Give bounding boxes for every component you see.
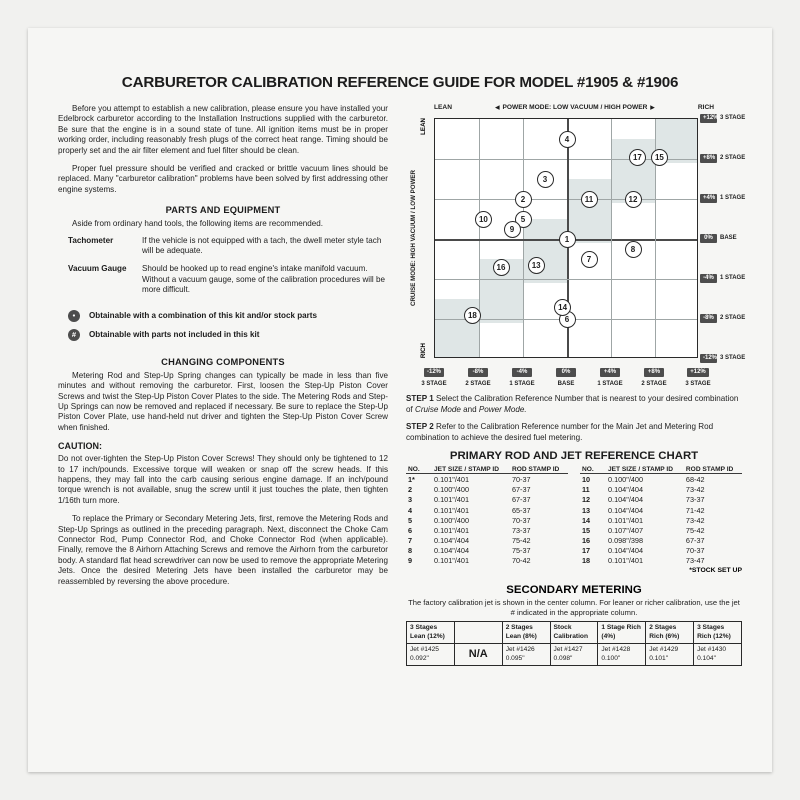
cell-no: 10 — [581, 474, 591, 484]
secondary-jet-number: Jet #1427 — [553, 646, 583, 654]
intro-paragraph-1: Before you attempt to establish a new calibration, please ensure you have installed your Edelbrock carburetor according to the Installation Instructions supplied with the carburetor. Be sure that the engine is in a sound state of tune. All ignition items must be in proper working order, including reasonably fresh plugs of the correct heat range. Timing should be properly set and the air filter element and fuel filter should be clean. — [58, 104, 388, 155]
chart-power-mode-label — [495, 104, 654, 111]
cell-no: 12 — [581, 495, 591, 505]
chart-x-tick-value: -8% — [468, 368, 488, 377]
cell-value: 68-42 — [685, 474, 705, 484]
bullet-badge-icon: • — [68, 310, 80, 322]
cell-value: 0.104"/404 — [607, 546, 644, 556]
cell-value: 0.100"/400 — [607, 474, 644, 484]
cell-no: 4 — [408, 505, 413, 515]
chart-point-7: 7 — [581, 251, 598, 268]
chart-point-17: 17 — [629, 149, 646, 166]
chart-x-tick-value: 0% — [556, 368, 576, 377]
chart-y-tick-value: -8% — [700, 314, 717, 323]
chart-x-tick-stage: 2 STAGE — [641, 381, 667, 387]
cell-no: 8 — [408, 546, 413, 556]
chart-cruise-mode-label: CRUISE MODE: HIGH VACUUM / LOW POWER — [410, 170, 417, 307]
cell-no: 2 — [408, 485, 413, 495]
cell-value: 73-37 — [511, 525, 531, 535]
document-sheet — [28, 28, 772, 772]
secondary-jet-number: Jet #1428 — [601, 646, 631, 654]
chart-y-tick — [700, 233, 744, 244]
step-2-text: Refer to the Calibration Reference number for the Main Jet and Metering Rod combination to achieve the desired fuel metering. — [406, 422, 714, 442]
table-row — [406, 546, 742, 556]
chart-point-9: 9 — [504, 221, 521, 238]
cell-value: 0.101"/401 — [434, 474, 470, 484]
cell-value: 0.101"/401 — [434, 505, 470, 515]
equipment-name: Tachometer — [68, 235, 114, 245]
cell-spacer — [568, 495, 580, 505]
table-row — [406, 474, 742, 485]
cell-no: 5 — [408, 515, 413, 525]
table-row — [406, 515, 742, 525]
col-rod: ROD STAMP ID — [510, 465, 568, 474]
secondary-jet-number: Jet #1425 — [410, 646, 439, 654]
secondary-header-cell: 3 Stages Lean (12%) — [407, 622, 455, 644]
cell-no: 1* — [408, 474, 415, 484]
changing-heading: CHANGING COMPONENTS — [161, 356, 285, 367]
secondary-cell — [407, 644, 455, 666]
document-inner — [58, 58, 746, 742]
equipment-name: Vacuum Gauge — [68, 264, 127, 274]
chart-power-mode-text: POWER MODE: LOW VACUUM / HIGH POWER — [502, 104, 648, 111]
chart-y-tick-stage: 3 STAGE — [720, 115, 746, 121]
chart-y-tick-value: -4% — [700, 274, 717, 283]
legend-label: Obtainable with parts not included in this kit — [89, 330, 260, 340]
step-1-and: and — [460, 404, 479, 414]
equipment-desc: If the vehicle is not equipped with a tach, the dwell meter style tach will be adequate. — [142, 235, 382, 256]
secondary-header-cell: 3 Stages Rich (12%) — [694, 622, 742, 644]
left-column — [58, 104, 388, 595]
secondary-jet-size: 0.092" — [410, 654, 429, 662]
cell-value: 67-37 — [511, 495, 531, 505]
chart-y-tick-value: +8% — [700, 154, 717, 163]
col-jet-2: JET SIZE / STAMP ID — [606, 465, 684, 474]
stock-setup-footnote: *STOCK SET UP — [689, 567, 742, 575]
chart-y-tick-value: 0% — [700, 234, 717, 243]
cell-spacer — [568, 546, 580, 556]
chart-x-tick — [680, 360, 716, 387]
chart-y-tick-stage: 1 STAGE — [720, 275, 746, 281]
chart-plot-area — [434, 118, 698, 358]
secondary-header-cell: 2 Stages Rich (6%) — [646, 622, 694, 644]
table-row — [406, 505, 742, 515]
chart-point-13: 13 — [528, 257, 545, 274]
chart-point-15: 15 — [651, 149, 668, 166]
secondary-metering-table — [406, 621, 742, 666]
cell-value: 70-37 — [685, 546, 705, 556]
cell-no: 11 — [581, 485, 590, 495]
chart-point-18: 18 — [464, 307, 481, 324]
chart-point-5: 5 — [515, 211, 532, 228]
hash-badge-icon: # — [68, 329, 80, 341]
secondary-header-cell: Stock Calibration — [550, 622, 598, 644]
primary-rod-jet-table — [406, 465, 742, 566]
secondary-cell — [550, 644, 598, 666]
cell-value: 75-37 — [511, 546, 531, 556]
secondary-header-cell: 1 Stage Rich (4%) — [598, 622, 646, 644]
col-spacer — [568, 465, 580, 474]
secondary-jet-size: 0.101" — [649, 654, 669, 662]
secondary-jet-size: 0.104" — [697, 654, 716, 662]
step-1-text: Select the Calibration Reference Number that is nearest to your desired combination of — [406, 394, 739, 414]
step-1 — [406, 394, 742, 415]
col-no: NO. — [406, 465, 432, 474]
chart-point-14: 14 — [554, 299, 571, 316]
right-column — [406, 104, 746, 666]
chart-x-tick — [460, 360, 496, 387]
chart-point-16: 16 — [493, 259, 510, 276]
secondary-cell — [646, 644, 694, 666]
cell-value: 73-37 — [685, 495, 705, 505]
equipment-row — [58, 236, 388, 257]
cell-value: 0.098"/398 — [607, 536, 644, 546]
secondary-jet-size: 0.100" — [601, 654, 621, 662]
chart-y-tick-value: -12% — [700, 354, 717, 363]
parts-note: Aside from ordinary hand tools, the following items are recommended. — [72, 219, 324, 229]
caution-heading: CAUTION: — [58, 441, 102, 452]
cell-value: 0.104"/404 — [607, 495, 644, 505]
chart-y-tick — [700, 153, 744, 164]
chart-x-tick-stage: 1 STAGE — [597, 381, 623, 387]
chart-point-8: 8 — [625, 241, 642, 258]
cell-value: 73-42 — [685, 485, 705, 495]
chart-y-tick — [700, 313, 744, 324]
secondary-header-row — [407, 622, 742, 644]
changing-paragraph-1: Metering Rod and Step-Up Spring changes can typically be made in less than five minutes and without removing the carburetor. First, loosen the Step-Up Piston Cover Screws and twist the Step-Up Piston Cover Plates to the side. The Metering Rods and Step-Up Springs can now be removed and replaced if necessary. Be sure to replace the Step-Up Piston Cover Plate, use hand-held nut driver and tighten the Step-Up Piston Cover Screw when finished. — [58, 370, 388, 432]
cell-spacer — [568, 474, 580, 485]
chart-x-tick — [504, 360, 540, 387]
secondary-metering-note: The factory calibration jet is shown in the center column. For leaner or richer calibration, use the jet # indicated in the appropriate column. — [408, 598, 740, 617]
table-row — [406, 485, 742, 495]
chart-x-tick — [592, 360, 628, 387]
cell-no: 16 — [581, 536, 591, 546]
cell-value: 0.101"/401 — [434, 495, 470, 505]
secondary-cell — [502, 644, 550, 666]
chart-point-12: 12 — [625, 191, 642, 208]
cell-value: 0.104"/404 — [434, 546, 470, 556]
chart-x-tick-value: -4% — [512, 368, 532, 377]
chart-x-tick — [416, 360, 452, 387]
cell-value: 70-37 — [511, 515, 531, 525]
chart-gridline-horizontal — [435, 199, 697, 200]
chart-right-axis-ticks — [700, 115, 746, 361]
chart-x-tick-stage: 3 STAGE — [421, 381, 447, 387]
chart-bottom-axis-ticks — [421, 360, 711, 387]
col-rod-2: ROD STAMP ID — [684, 465, 742, 474]
chart-y-tick — [700, 113, 744, 124]
equipment-desc: Should be hooked up to read engine's intake manifold vacuum. Without a vacuum gauge, some of the calibration procedures will be more difficult. — [142, 264, 385, 295]
chart-point-11: 11 — [581, 191, 598, 208]
cell-value: 0.107"/407 — [607, 525, 644, 535]
chart-point-6: 6 — [559, 311, 576, 328]
step-1-label: STEP 1 — [406, 394, 434, 403]
secondary-cell — [694, 644, 742, 666]
parts-heading: PARTS AND EQUIPMENT — [165, 205, 281, 216]
changing-paragraph-3: To replace the Primary or Secondary Metering Jets, first, remove the Metering Rods and Step-Up Springs as outlined in the preceding paragraph. Next, disconnect the Choke Cam Connector Rod, Pump Connector Rod, and Choke Connector Rod (when applicable). Finally, remove the 8 Airhorn Attaching Screws and remove the Airhorn from the carburetor body. A standard flat head screwdriver can now be used to remove the appropriate Metering Jets. Once the desired Metering Jets have been installed the carburetor may be reassembled by reversing the above procedure. — [58, 514, 388, 586]
chart-gridline-vertical — [523, 119, 524, 357]
chart-y-tick-stage: 1 STAGE — [720, 195, 746, 201]
cell-value: 0.101"/401 — [607, 515, 644, 525]
cell-value: 0.100"/400 — [434, 485, 470, 495]
secondary-jet-number: Jet #1429 — [649, 646, 679, 654]
cell-value: 75-42 — [685, 525, 705, 535]
cell-spacer — [568, 525, 580, 535]
cell-no: 7 — [408, 536, 413, 546]
table-row — [406, 536, 742, 546]
cell-value: 65-37 — [511, 505, 531, 515]
secondary-jet-size: 0.095" — [505, 654, 525, 662]
chart-y-tick-value: +12% — [700, 114, 717, 123]
secondary-header-spacer — [454, 622, 502, 644]
chart-top-axis-labels — [434, 104, 714, 111]
table-header-row — [406, 465, 742, 474]
chart-y-tick-value: +4% — [700, 194, 717, 203]
cell-value: 71-42 — [685, 505, 705, 515]
cell-spacer — [568, 556, 580, 566]
cell-spacer — [568, 536, 580, 546]
chart-x-tick-value: +4% — [600, 368, 620, 377]
calibration-reference-grid — [406, 104, 746, 394]
intro-paragraph-2: Proper fuel pressure should be verified and cracked or brittle vacuum lines should be replaced. Many "carburetor calibration" problems have been solved by first addressing other engine systems. — [58, 164, 388, 194]
cell-value: 0.101"/401 — [434, 525, 470, 535]
secondary-cell — [598, 644, 646, 666]
chart-x-tick — [636, 360, 672, 387]
cell-value: 70-42 — [511, 556, 531, 566]
cell-value: 0.101"/401 — [434, 556, 470, 566]
step-1-em-cruise: Cruise Mode — [415, 404, 461, 414]
table-row — [406, 525, 742, 535]
cell-spacer — [568, 485, 580, 495]
table-row — [406, 556, 742, 566]
equipment-row — [58, 264, 388, 295]
chart-y-tick — [700, 273, 744, 284]
chart-y-lean-label: LEAN — [420, 118, 427, 135]
secondary-header-cell: 2 Stages Lean (8%) — [502, 622, 550, 644]
chart-y-tick-stage: 2 STAGE — [720, 155, 746, 161]
chart-gridline-vertical — [611, 119, 612, 357]
arrow-right-icon — [650, 104, 654, 111]
cell-value: 0.104"/404 — [607, 505, 644, 515]
secondary-jet-size: 0.098" — [553, 654, 573, 662]
col-no-2: NO. — [580, 465, 606, 474]
step-2 — [406, 422, 742, 443]
chart-gridline-vertical — [479, 119, 480, 357]
chart-y-tick-stage: 2 STAGE — [720, 315, 746, 321]
cell-no: 3 — [408, 495, 413, 505]
col-jet: JET SIZE / STAMP ID — [432, 465, 510, 474]
cell-value: 73-42 — [685, 515, 705, 525]
chart-diagonal-band — [523, 219, 567, 283]
cell-value: 0.104"/404 — [607, 485, 644, 495]
secondary-value-row — [407, 644, 742, 666]
step-2-label: STEP 2 — [406, 422, 434, 432]
cell-value: 67-37 — [511, 485, 531, 495]
secondary-jet-number: Jet #1430 — [697, 646, 727, 654]
chart-y-tick-stage: 3 STAGE — [720, 355, 746, 361]
chart-point-10: 10 — [475, 211, 492, 228]
chart-point-2: 2 — [515, 191, 532, 208]
arrow-left-icon — [495, 104, 499, 111]
step-1-em-power: Power Mode. — [478, 404, 527, 414]
cell-no: 15 — [581, 525, 591, 535]
chart-x-tick-stage: 1 STAGE — [509, 381, 535, 387]
chart-x-tick-stage: 2 STAGE — [465, 381, 491, 387]
chart-lean-label: LEAN — [434, 104, 452, 111]
chart-y-tick — [700, 193, 744, 204]
chart-x-tick-value: +12% — [687, 368, 709, 377]
cell-value: 70-37 — [511, 474, 531, 484]
legend — [58, 310, 388, 341]
chart-point-1: 1 — [559, 231, 576, 248]
cell-spacer — [568, 505, 580, 515]
chart-y-tick-stage: BASE — [720, 235, 737, 241]
cell-value: 75-42 — [511, 536, 531, 546]
chart-x-tick-value: +8% — [644, 368, 664, 377]
cell-value: 0.100"/400 — [434, 515, 470, 525]
cell-no: 18 — [581, 556, 591, 566]
legend-item — [58, 329, 388, 341]
cell-value: 67-37 — [685, 536, 705, 546]
chart-x-tick-value: -12% — [424, 368, 444, 377]
chart-x-tick-stage: BASE — [557, 381, 575, 387]
cell-no: 9 — [408, 556, 413, 566]
chart-point-4: 4 — [559, 131, 576, 148]
page-title: CARBURETOR CALIBRATION REFERENCE GUIDE FOR MODEL #1905 & #1906 — [121, 74, 679, 91]
cell-value: 0.104"/404 — [434, 536, 470, 546]
cell-spacer — [568, 515, 580, 525]
cell-value: 73-47 — [685, 556, 705, 566]
chart-gridline-horizontal — [435, 279, 697, 280]
chart-point-3: 3 — [537, 171, 554, 188]
cell-no: 6 — [408, 525, 413, 535]
primary-chart-title: PRIMARY ROD AND JET REFERENCE CHART — [449, 450, 699, 463]
secondary-metering-title: SECONDARY METERING — [506, 584, 642, 597]
chart-x-tick — [548, 360, 584, 387]
table-row — [406, 495, 742, 505]
legend-label: Obtainable with a combination of this kit and/or stock parts — [89, 311, 318, 321]
secondary-cell-na: N/A — [454, 644, 502, 666]
chart-rich-label: RICH — [697, 104, 714, 111]
secondary-jet-number: Jet #1426 — [505, 646, 535, 654]
caution-paragraph: Do not over-tighten the Step-Up Piston Cover Screws! They should only be tightened to 12 to 17 inch/pounds. Excessive torque will weaken or snap off the screw heads. If this happens, they may fall into the carb causing serious engine damage. If an inch/pound torque wrench is not available, snug the screw until it just touches the plate, then tighten 1/16th turn more. — [58, 454, 388, 505]
chart-y-rich-label: RICH — [420, 342, 427, 358]
cell-no: 13 — [581, 505, 591, 515]
cell-no: 14 — [581, 515, 591, 525]
chart-x-tick-stage: 3 STAGE — [685, 381, 711, 387]
cell-no: 17 — [581, 546, 591, 556]
legend-item — [58, 310, 388, 322]
cell-value: 0.101"/401 — [607, 556, 644, 566]
